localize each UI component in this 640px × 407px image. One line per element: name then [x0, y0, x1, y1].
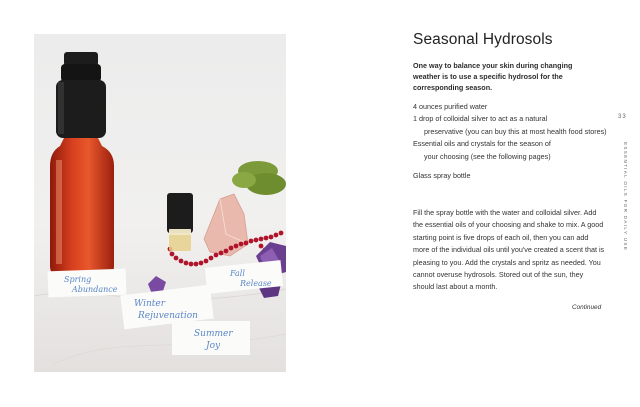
ingredient-water: 4 ounces purified water [413, 102, 488, 111]
product-photo [34, 34, 286, 372]
ingredient-silver: 1 drop of colloidal silver to act as a natural [413, 114, 548, 124]
continued-label: Continued [572, 304, 602, 311]
ingredient-silver-continued: preservative (you can buy this at most health food stores) [424, 126, 607, 136]
svg-text:Joy: Joy [206, 341, 221, 351]
ingredient-bottle: Glass spray bottle [413, 171, 471, 181]
svg-text:Spring: Spring [64, 275, 92, 284]
method-paragraph: Fill the spray bottle with the water and colloidal silver. Add the essential oils of your choosing and shake to mix. A good starting point is five drops of each oil, then you can add more of the individual oils until you've created a scent that is pleasing to you. Add the crystals and spritz as needed. You cannot overuse hydrosols. Stored out of the sun, they should last about a month. [413, 208, 605, 292]
spacer [413, 163, 613, 170]
photo-illustration [34, 34, 286, 372]
svg-text:Winter: Winter [134, 299, 166, 309]
svg-text:Rejuvenation: Rejuvenation [138, 311, 198, 321]
page-number: 33 [618, 114, 627, 120]
intro-paragraph: One way to balance your skin during changing weather is to use a specific hydrosol for the corresponding season. [413, 61, 573, 92]
running-head: ESSENTIAL OILS FOR DAILY USE [623, 142, 628, 252]
ingredient-oils: Essential oils and crystals for the season of [413, 139, 551, 149]
rose-quartz [204, 194, 248, 256]
roller-bottle [167, 193, 193, 251]
svg-text:Summer: Summer [194, 329, 233, 339]
svg-text:Fall: Fall [230, 269, 245, 278]
card-spring [48, 269, 127, 298]
page-title: Seasonal Hydrosols [413, 31, 553, 48]
svg-text:Abundance: Abundance [72, 285, 118, 294]
card-summer [172, 321, 250, 355]
jade-stone [232, 161, 286, 195]
spray-bottle [50, 52, 114, 276]
ingredients-list [413, 101, 613, 182]
svg-text:Release: Release [240, 279, 272, 288]
ingredient-oils-continued: your choosing (see the following pages) [424, 151, 551, 161]
